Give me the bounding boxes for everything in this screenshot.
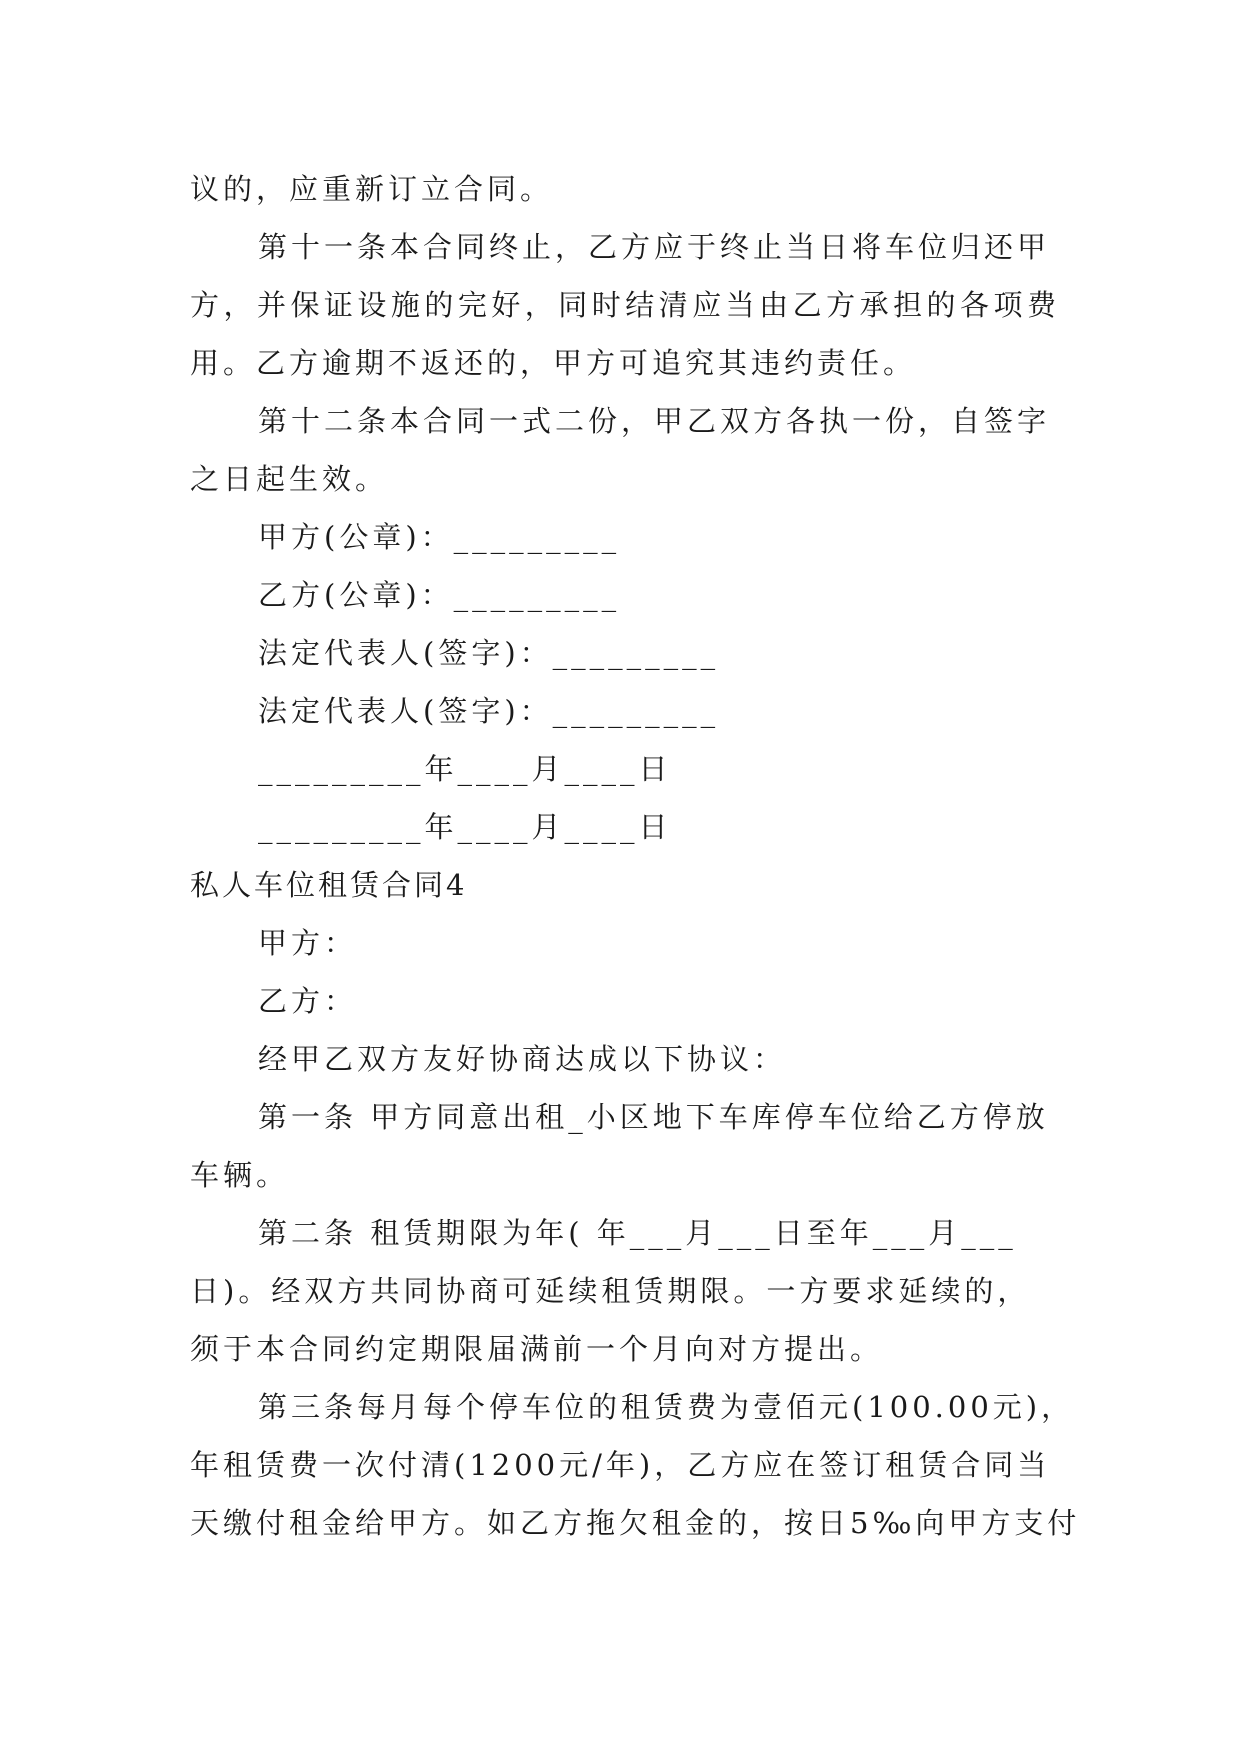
agreement-intro: 经甲乙双方友好协商达成以下协议：	[258, 1042, 787, 1076]
legal-rep-signature-line-a: 法定代表人(签字)：_________	[258, 636, 720, 670]
clause-3-line-2: 年租赁费一次付清(1200元/年)，乙方应在签订租赁合同当	[190, 1448, 1051, 1482]
clause-3-line-1: 第三条每月每个停车位的租赁费为壹佰元(100.00元)，	[258, 1390, 1075, 1424]
clause-2-line-3: 须于本合同约定期限届满前一个月向对方提出。	[190, 1332, 884, 1366]
clause-12-line-2: 之日起生效。	[190, 462, 389, 496]
party-a-label: 甲方：	[258, 926, 358, 960]
date-line-a: _________年____月____日	[258, 752, 672, 786]
clause-1-line-2: 车辆。	[190, 1158, 290, 1192]
clause-11-line-2: 方，并保证设施的完好，同时结清应当由乙方承担的各项费	[190, 288, 1060, 322]
clause-11-line-1: 第十一条本合同终止，乙方应于终止当日将车位归还甲	[258, 230, 1051, 264]
clause-2-line-2: 日)。经双方共同协商可延续租赁期限。一方要求延续的，	[190, 1274, 1031, 1308]
clause-12-line-1: 第十二条本合同一式二份，甲乙双方各执一份，自签字	[258, 404, 1051, 438]
party-b-seal-line: 乙方(公章)：_________	[258, 578, 621, 612]
document-page	[190, 160, 1081, 1552]
clause-2-line-1: 第二条 租赁期限为年( 年___月___日至年___月___	[258, 1216, 1017, 1250]
legal-rep-signature-line-b: 法定代表人(签字)：_________	[258, 694, 720, 728]
party-b-label: 乙方：	[258, 984, 358, 1018]
clause-1-line-1: 第一条 甲方同意出租_小区地下车库停车位给乙方停放	[258, 1100, 1049, 1134]
clause-11-line-3: 用。乙方逾期不返还的，甲方可追究其违约责任。	[190, 346, 917, 380]
party-a-seal-line: 甲方(公章)：_________	[258, 520, 621, 554]
date-line-b: _________年____月____日	[258, 810, 672, 844]
contract-title: 私人车位租赁合同4	[190, 868, 468, 902]
clause-3-line-3: 天缴付租金给甲方。如乙方拖欠租金的，按日5‰向甲方支付	[190, 1506, 1081, 1540]
text-line: 议的，应重新订立合同。	[190, 172, 554, 206]
